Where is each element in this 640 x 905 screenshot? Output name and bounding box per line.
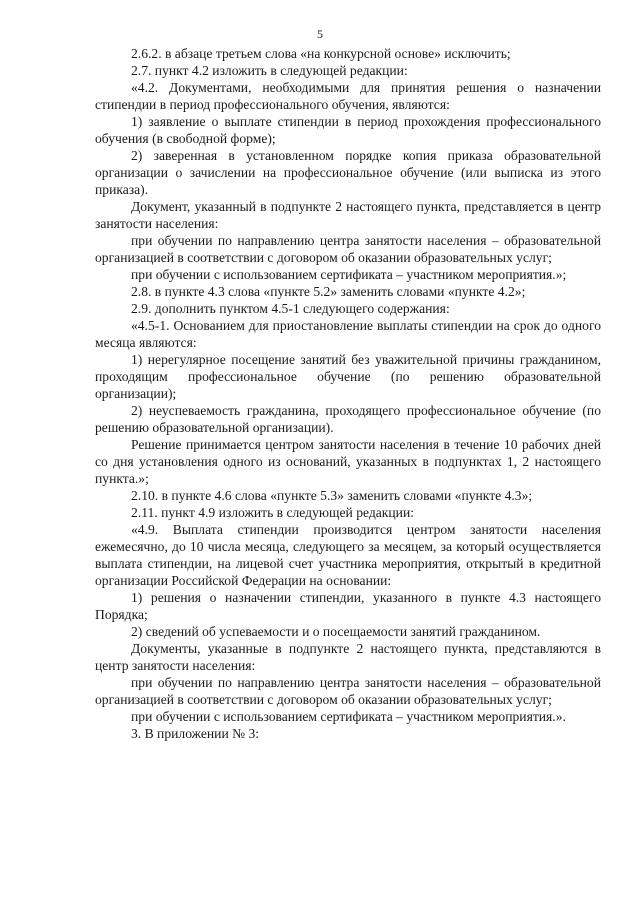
paragraph: 2.10. в пункте 4.6 слова «пункте 5.3» заменить словами «пункте 4.3»;	[131, 488, 533, 503]
paragraph: 2.11. пункт 4.9 изложить в следующей редакции:	[131, 505, 415, 520]
paragraph: Решение принимается центром занятости населения в течение 10 рабочих дней со дня установления одного из оснований, указанных в подпунктах 1, 2 настоящего пункта.»;	[95, 437, 601, 486]
page-number: 5	[317, 27, 323, 41]
paragraph: «4.2. Документами, необходимыми для принятия решения о назначении стипендии в период профессионального обучения, являются:	[95, 80, 601, 112]
paragraph: при обучении с использованием сертификата – участником мероприятия.».	[131, 709, 566, 724]
paragraph: 2.7. пункт 4.2 изложить в следующей редакции:	[131, 63, 408, 78]
paragraph: 2) заверенная в установленном порядке копия приказа образовательной организации о зачислении на профессиональное обучение (или выписка из этого приказа).	[95, 148, 601, 197]
paragraph: 1) нерегулярное посещение занятий без уважительной причины гражданином, проходящим профессиональное обучение (по решению образовательной организации);	[95, 352, 601, 401]
document-body	[95, 45, 601, 742]
paragraph: «4.5-1. Основанием для приостановление выплаты стипендии на срок до одного месяца являются:	[95, 318, 601, 350]
paragraph: 1) решения о назначении стипендии, указанного в пункте 4.3 настоящего Порядка;	[95, 590, 601, 622]
paragraph: 2) неуспеваемость гражданина, проходящего профессиональное обучение (по решению образовательной организации).	[95, 403, 601, 435]
paragraph: 3. В приложении № 3:	[131, 726, 260, 741]
paragraph: при обучении с использованием сертификата – участником мероприятия.»;	[131, 267, 567, 282]
paragraph: 1) заявление о выплате стипендии в период прохождения профессионального обучения (в свободной форме);	[95, 114, 601, 146]
paragraph: Документ, указанный в подпункте 2 настоящего пункта, представляется в центр занятости населения:	[95, 199, 601, 231]
paragraph: при обучении по направлению центра занятости населения – образовательной организацией в соответствии с договором об оказании образовательных услуг;	[95, 675, 601, 707]
paragraph: «4.9. Выплата стипендии производится центром занятости населения ежемесячно, до 10 числа месяца, следующего за месяцем, за который осуществляется выплата стипендии, на лицевой счет участника мероприятия, открытый в кредитной организации Российской Федерации на основании:	[95, 522, 601, 588]
paragraph: 2) сведений об успеваемости и о посещаемости занятий гражданином.	[131, 624, 541, 639]
paragraph: 2.6.2. в абзаце третьем слова «на конкурсной основе» исключить;	[131, 46, 511, 61]
paragraph: 2.8. в пункте 4.3 слова «пункте 5.2» заменить словами «пункте 4.2»;	[131, 284, 526, 299]
paragraph: 2.9. дополнить пунктом 4.5-1 следующего содержания:	[131, 301, 450, 316]
paragraph: при обучении по направлению центра занятости населения – образовательной организацией в соответствии с договором об оказании образовательных услуг;	[95, 233, 601, 265]
paragraph: Документы, указанные в подпункте 2 настоящего пункта, представляются в центр занятости населения:	[95, 641, 601, 673]
